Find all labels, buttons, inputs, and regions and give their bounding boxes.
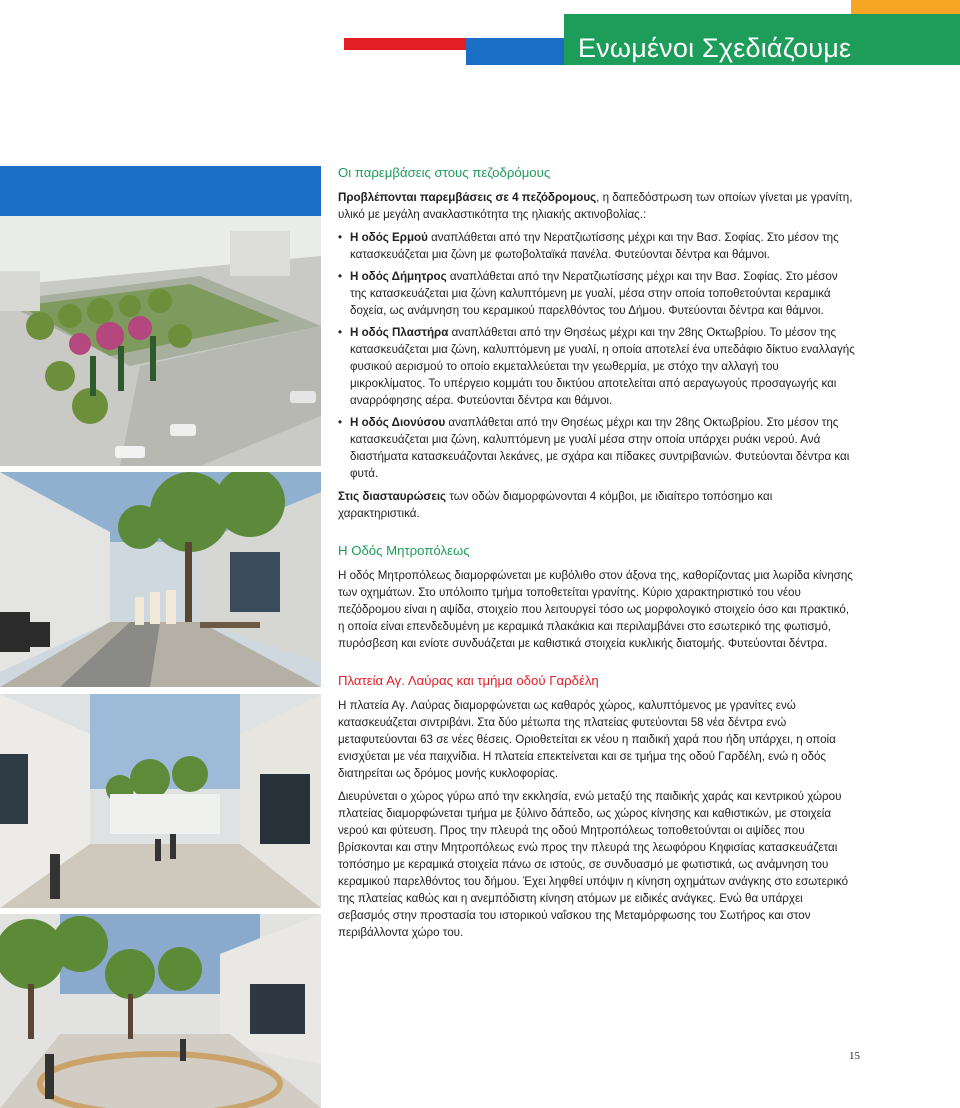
left-blue-band [0,166,321,216]
outro-text: των οδών διαμορφώνονται 4 κόμβοι, με ιδιαίτερο τοπόσημο και χαρακτηριστικά. [338,490,773,520]
intro-paragraph [338,189,856,223]
agia-lavra-paragraph-2: Διευρύνεται ο χώρος γύρω από την εκκλησία, ενώ μεταξύ της παιδικής χαράς και κεντρικού χώρου πλατείας διαμορφώνεται τμήμα με ξύλινο δάπεδο, ως χώρος κίνησης και καθιστικών, με στοιχεία νερού και φύτευση. Προς την πλευρά της οδού Μητροπόλεως τοποθετούνται οι αψίδες που βρίσκονται και στην Μητροπόλεως ενώ προς την πλευρά της λεωφόρου Κηφισίας κατασκευάζεται τοπόσημο με κεραμικά στοιχεία πάνω σε ιστούς, σε συνδυασμό με φωτιστικά, ως ανάμνηση του κεραμικού παρελθόντος του δήμου. Έχει ληφθεί υπόψιν η κίνηση οχημάτων ανάγκης στο εσωτερικό της πλατείας καθώς και η ανεμπόδιστη κίνηση ατόμων με ειδικές ανάγκες. Ενώ θα υπάρχει σεβασμός στην προστασία του ιστορικού ναΐσκου της Μεταμόρφωσης του Σωτήρος και στον περιβάλλοντα χώρο του. [338,790,849,939]
section-heading-pedestrian-interventions: Οι παρεμβάσεις στους πεζοδρόμους [338,165,551,180]
outro-paragraph [338,488,856,522]
section-heading-agia-lavra: Πλατεία Αγ. Λαύρας και τμήμα οδού Γαρδέλη [338,673,599,688]
aerial-square-render [0,216,321,466]
street-people-render [0,472,321,687]
arcade-street-render [0,694,321,908]
page-header-title: Ενωμένοι Σχεδιάζουμε [578,33,852,63]
list-item [338,414,856,482]
list-item-title: Η οδός Ερμού [350,231,428,244]
list-item-title: Η οδός Δήμητρος [350,270,447,283]
street-list [338,229,856,482]
header-blue-bar [466,38,564,65]
list-item-text: αναπλάθεται από την Νερατζιωτίσσης μέχρι και την Βασ. Σοφίας. Στο μέσον της κατασκευάζεται μια ζώνη με φωτοβολταϊκά πανέλα. Φυτεύονται δέντρα και θάμνοι. [350,231,839,261]
intro-bold: Προβλέπονται παρεμβάσεις σε 4 πεζόδρομους [338,191,597,204]
list-item-text: αναπλάθεται από την Θησέως μέχρι και την 28ης Οκτωβρίου. Στο μέσον της κατασκευάζεται μια ζώνη, καλυπτόμενη με γυαλί μέσα στην οποία υπάρχει ρυάκι νερού. Ανά διαστήματα κατασκευάζονται λεκάνες, με σχάρα και πίδακες συντριβανιών. Φυτεύονται δέντρα και φυτά. [350,416,850,480]
agia-lavra-paragraph-1: Η πλατεία Αγ. Λαύρας διαμορφώνεται ως καθαρός χώρος, καλυπτόμενος με γρανίτες ενώ κατασκευάζεται σιντριβάνι. Στα δύο μέτωπα της πλατείας φυτεύονται 58 νέα δέντρα ενώ μεταφυτεύονται 63 σε νέες θέσεις. Οριοθετείται εκ νέου η παιδική χαρά που ήδη υπάρχει, η οποία ενισχύεται με νέα παιχνίδια. Η πλατεία επεκτείνεται και σε τμήμα της οδού Γαρδέλη, ενώ η οδός διατηρείται ως δρόμος μονής κυκλοφορίας. [338,699,836,780]
header-red-bar [344,38,466,50]
list-item-text: αναπλάθεται από την Νερατζιωτίσσης μέχρι και την Βασ. Σοφίας. Στο μέσον της κατασκευάζεται μια ζώνη καλυπτόμενη με γυαλί, μέσα στην οποία τοποθετούνται κεραμικά δοχεία, ως ανάμνηση του κεραμικού παρελθόντος του Δήμου. Φυτεύονται δέντρα και θάμνοι. [350,270,838,317]
section-heading-mitropoleos: Η Οδός Μητροπόλεως [338,543,470,558]
list-item [338,324,856,409]
list-item-title: Η οδός Πλαστήρα [350,326,449,339]
list-item-text: αναπλάθεται από την Θησέως μέχρι και την 28ης Οκτωβρίου. Το μέσον της κατασκευάζεται μια ζώνη, καλυπτόμενη με γυαλί, η οποία αποτελεί ένα υπεδάφιο δίκτυο εναλλαγής φυσικού αερισμού το οποίο εκμεταλλεύεται την γεωθερμία, με στόχο την αλλαγή του μικροκλίματος. Το υπέργειο κομμάτι του δικτύου αποτελείται από αεραγωγούς προσαγωγής και αναρρόφησης αέρα. Φυτεύονται δέντρα και θάμνοι. [350,326,855,407]
text-column [338,164,856,947]
list-item [338,268,856,319]
page-number: 15 [849,1050,860,1062]
outro-bold: Στις διασταυρώσεις [338,490,447,503]
pedestrian-square-render [0,914,321,1108]
header-orange-bar [851,0,960,14]
mitropoleos-paragraph: Η οδός Μητροπόλεως διαμορφώνεται με κυβόλιθο στον άξονα της, καθορίζοντας μια λωρίδα κίνησης των οχημάτων. Στο υπόλοιπο τμήμα τοποθετείται γρανίτης. Κύριο χαρακτηριστικό του νέου πεζόδρομου είναι η αψίδα, στοιχείο που λειτουργεί τόσο ως μορφολογικό στοιχείο όσο και πρακτικό, η οποία είναι επενδεδυμένη με κεραμικά πλακάκια και περιλαμβάνει στο εσωτερικό της φωτισμό, πυρόσβεση και ενίοτε συνδυάζεται με καθιστικά στοιχεία κυκλικής διατομής. Φυτεύονται δέντρα. [338,569,853,650]
list-item [338,229,856,263]
list-item-title: Η οδός Διονύσου [350,416,446,429]
intro-text: , η δαπεδόστρωση των οποίων γίνεται με γρανίτη, υλικό με μεγάλη ανακλαστικότητα της ηλιακής ακτινοβολίας.: [338,191,853,221]
